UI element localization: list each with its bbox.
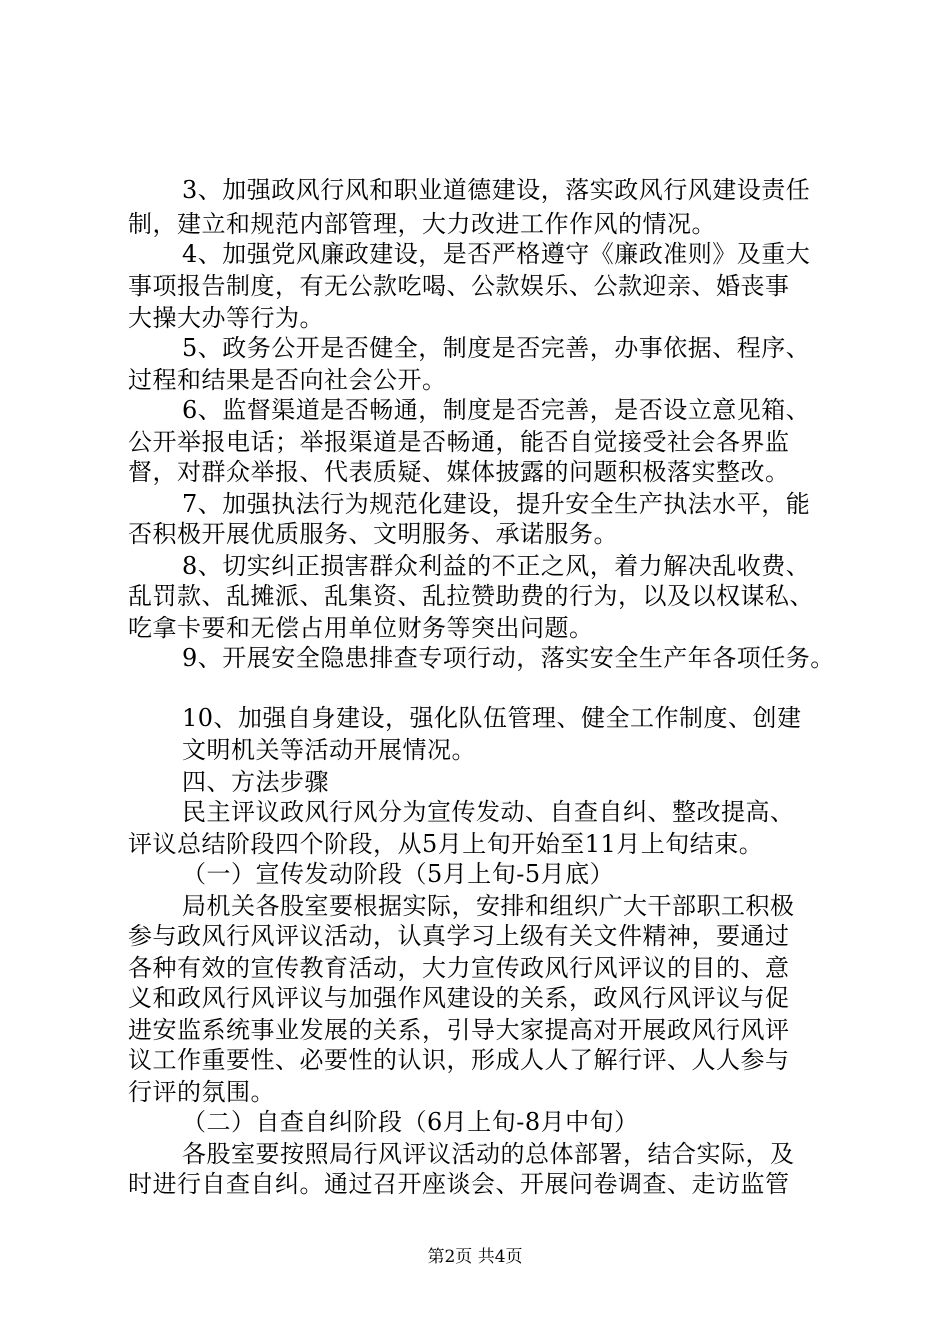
- text-line: 督，对群众举报、代表质疑、媒体披露的问题积极落实整改。: [128, 458, 790, 486]
- text-line: 事项报告制度，有无公款吃喝、公款娱乐、公款迎亲、婚丧事: [128, 272, 790, 300]
- text-line: 8、切实纠正损害群众利益的不正之风，着力解决乱收费、: [182, 552, 811, 580]
- subsection-heading: （二）自查自纠阶段（6月上旬-8月中旬）: [182, 1108, 639, 1136]
- text-line: 各种有效的宣传教育活动，大力宣传政风行风评议的目的、意: [128, 954, 790, 982]
- text-line: 参与政风行风评议活动，认真学习上级有关文件精神，要通过: [128, 922, 790, 950]
- text-line: 10、加强自身建设，强化队伍管理、健全工作制度、创建: [182, 704, 802, 732]
- text-line: 制，建立和规范内部管理，大力改进工作作风的情况。: [128, 210, 716, 238]
- text-line: 时进行自查自纠。通过召开座谈会、开展问卷调查、走访监管: [128, 1170, 790, 1198]
- text-line: 4、加强党风廉政建设，是否严格遵守《廉政准则》及重大: [182, 240, 811, 268]
- text-line: 否积极开展优质服务、文明服务、承诺服务。: [128, 520, 618, 548]
- text-line: 5、政务公开是否健全，制度是否完善，办事依据、程序、: [182, 334, 811, 362]
- text-line: 文明机关等活动开展情况。: [182, 736, 476, 764]
- text-line: 6、监督渠道是否畅通，制度是否完善，是否设立意见箱、: [182, 396, 811, 424]
- text-line: 乱罚款、乱摊派、乱集资、乱拉赞助费的行为，以及以权谋私、: [128, 582, 814, 610]
- text-line: 议工作重要性、必要性的认识，形成人人了解行评、人人参与: [128, 1046, 790, 1074]
- text-line: 义和政风行风评议与加强作风建设的关系，政风行风评议与促: [128, 984, 790, 1012]
- text-line: 3、加强政风行风和职业道德建设，落实政风行风建设责任: [182, 176, 811, 204]
- text-line: 民主评议政风行风分为宣传发动、自查自纠、整改提高、: [182, 798, 795, 826]
- section-heading: 四、方法步骤: [182, 768, 329, 796]
- text-line: 公开举报电话；举报渠道是否畅通，能否自觉接受社会各界监: [128, 428, 790, 456]
- text-line: 局机关各股室要根据实际，安排和组织广大干部职工积极: [182, 892, 795, 920]
- text-line: 7、加强执法行为规范化建设，提升安全生产执法水平，能: [182, 490, 811, 518]
- text-line: 行评的氛围。: [128, 1078, 275, 1106]
- subsection-heading: （一）宣传发动阶段（5月上旬-5月底）: [182, 860, 615, 888]
- text-line: 大操大办等行为。: [128, 304, 324, 332]
- text-line: 吃拿卡要和无偿占用单位财务等突出问题。: [128, 614, 594, 642]
- text-line: 各股室要按照局行风评议活动的总体部署，结合实际，及: [182, 1140, 795, 1168]
- text-line: 进安监系统事业发展的关系，引导大家提高对开展政风行风评: [128, 1016, 790, 1044]
- text-line: 评议总结阶段四个阶段，从5月上旬开始至11月上旬结束。: [128, 830, 764, 858]
- page-footer: 第2页 共4页: [427, 1247, 523, 1267]
- text-line: 9、开展安全隐患排查专项行动，落实安全生产年各项任务。: [182, 644, 835, 672]
- text-line: 过程和结果是否向社会公开。: [128, 366, 447, 394]
